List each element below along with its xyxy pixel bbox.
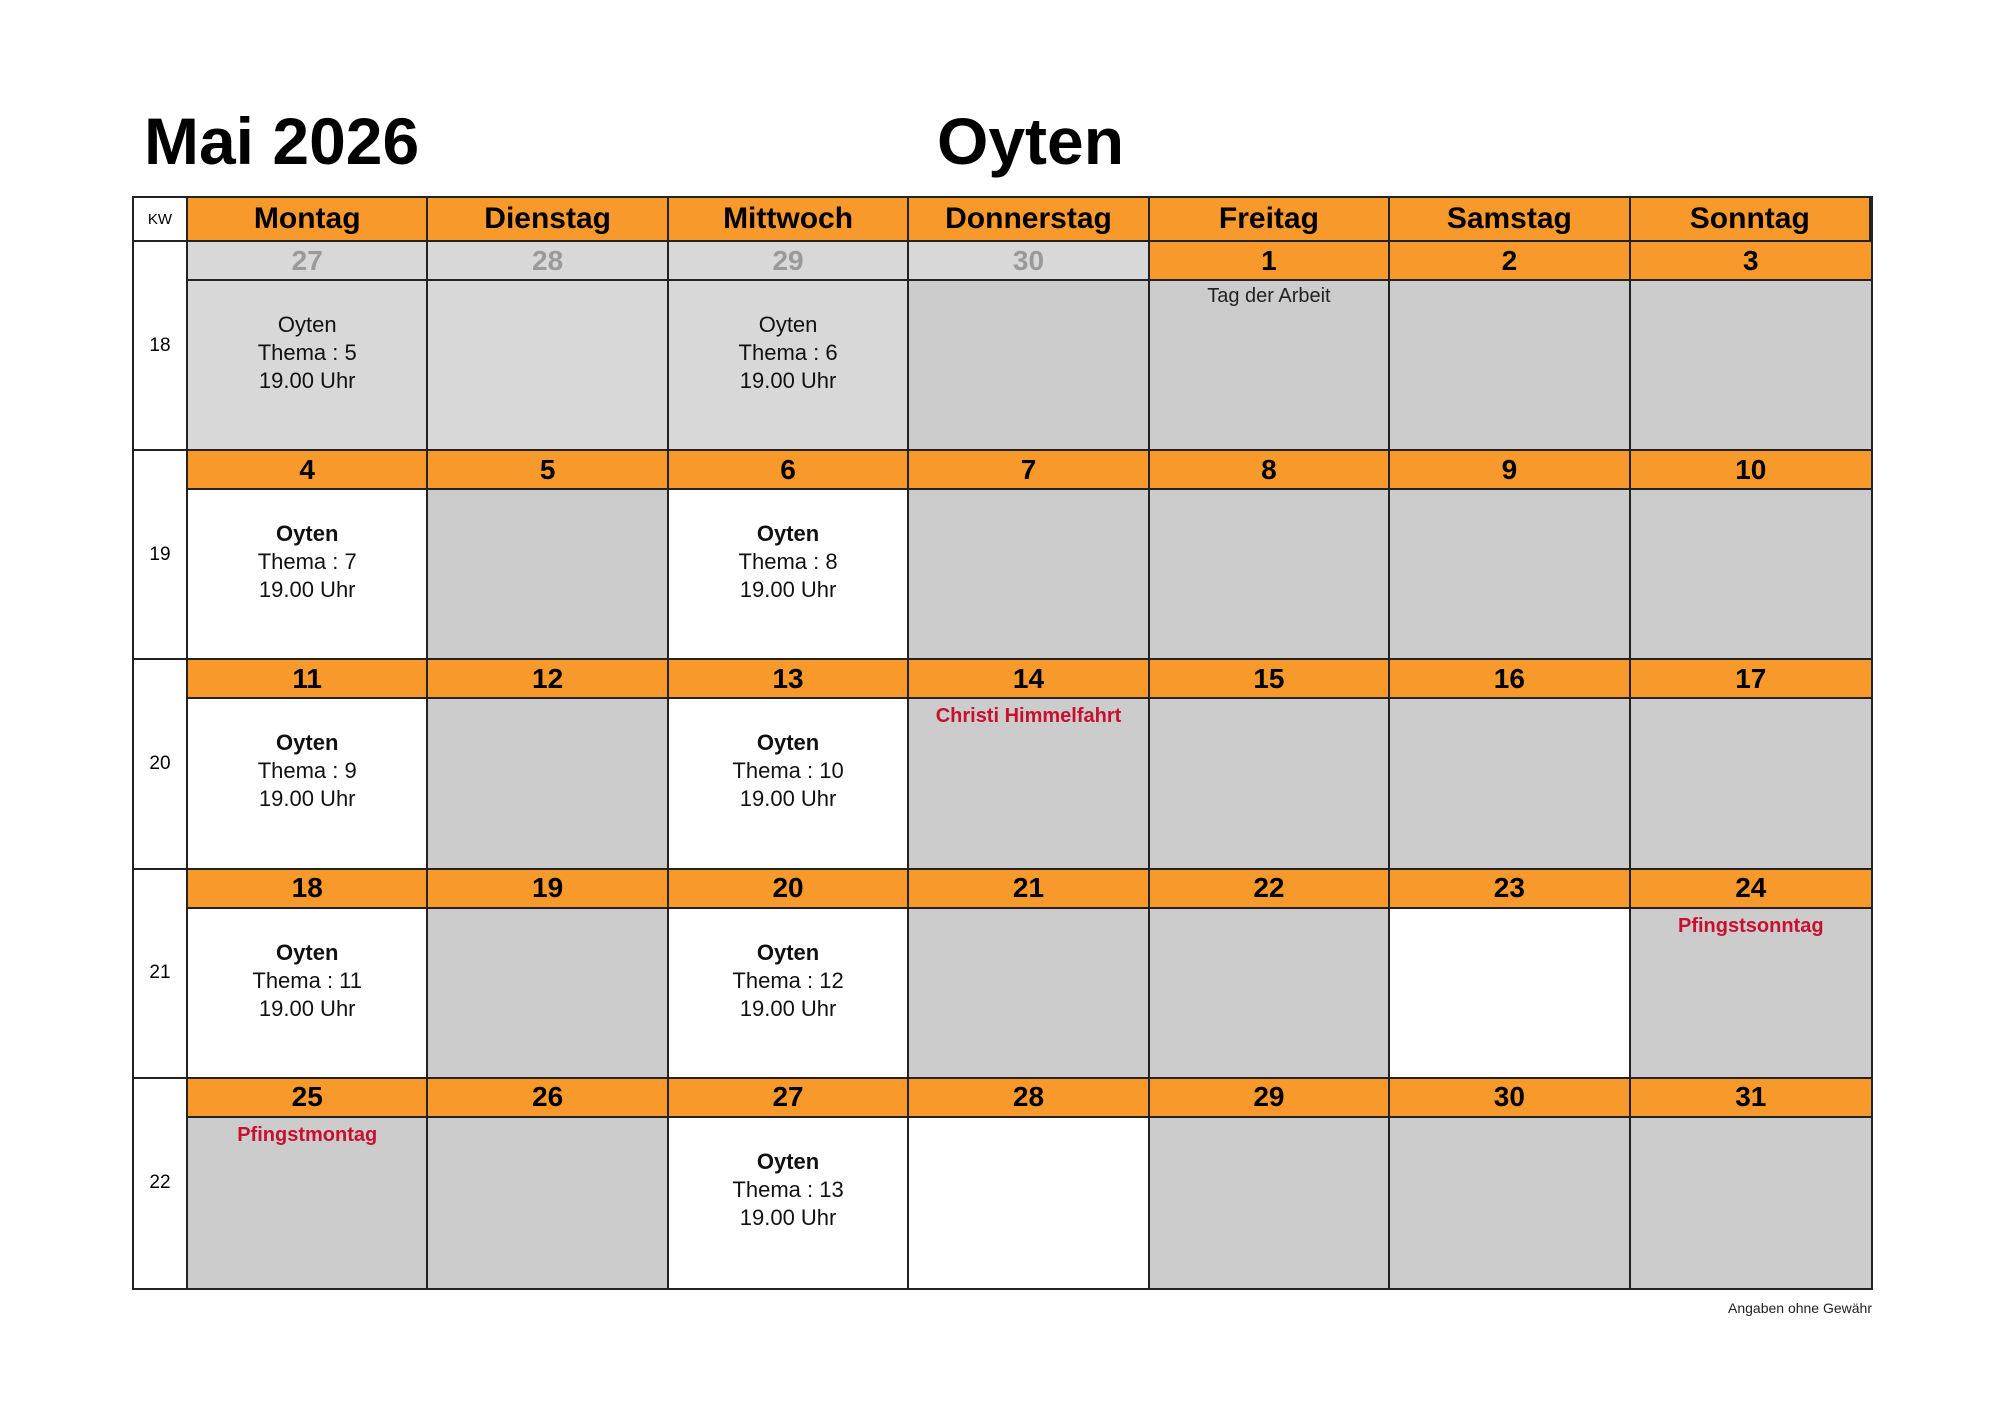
event-entry[interactable] — [669, 939, 907, 1023]
day-cell[interactable] — [669, 1079, 909, 1288]
day-number: 30 — [1390, 1079, 1628, 1118]
event-time: 19.00 Uhr — [739, 577, 837, 603]
day-number: 6 — [669, 451, 907, 490]
day-cell[interactable] — [1150, 870, 1390, 1079]
event-time: 19.00 Uhr — [258, 577, 356, 603]
holiday-label: Pfingstsonntag — [1678, 914, 1824, 937]
day-body — [1390, 490, 1628, 658]
event-entry[interactable] — [188, 729, 426, 813]
weekday-header-thursday: Donnerstag — [909, 198, 1149, 242]
day-number: 3 — [1631, 242, 1871, 281]
day-body — [1150, 1118, 1388, 1288]
event-time: 19.00 Uhr — [258, 995, 356, 1021]
event-time: 19.00 Uhr — [258, 786, 356, 812]
event-entry[interactable] — [669, 1148, 907, 1232]
day-cell[interactable] — [1631, 660, 1871, 869]
event-topic: Thema : 8 — [738, 549, 838, 575]
day-cell[interactable] — [909, 242, 1149, 451]
day-cell[interactable] — [909, 660, 1149, 869]
day-number: 17 — [1631, 660, 1871, 699]
day-body — [669, 1118, 907, 1288]
day-cell[interactable] — [909, 870, 1149, 1079]
day-body — [188, 281, 426, 449]
day-cell[interactable] — [669, 870, 909, 1079]
day-cell[interactable] — [669, 451, 909, 660]
day-body — [1150, 699, 1388, 867]
day-cell[interactable] — [1631, 1079, 1871, 1288]
weekday-header-monday: Montag — [188, 198, 428, 242]
event-entry[interactable] — [669, 520, 907, 604]
day-number: 5 — [428, 451, 666, 490]
day-cell[interactable] — [1390, 451, 1630, 660]
event-time: 19.00 Uhr — [739, 995, 837, 1021]
event-topic: Thema : 6 — [738, 340, 838, 365]
event-title: Oyten — [758, 312, 818, 337]
day-body — [1390, 281, 1628, 449]
day-body — [188, 1118, 426, 1288]
day-number: 22 — [1150, 870, 1388, 909]
day-cell[interactable] — [188, 1079, 428, 1288]
day-cell[interactable] — [1390, 1079, 1630, 1288]
day-cell[interactable] — [1631, 451, 1871, 660]
day-number: 11 — [188, 660, 426, 699]
day-body — [1390, 699, 1628, 867]
day-number: 30 — [909, 242, 1147, 281]
holiday-label: Christi Himmelfahrt — [935, 705, 1122, 728]
day-body — [428, 490, 666, 658]
weekday-header-friday: Freitag — [1150, 198, 1390, 242]
event-time: 19.00 Uhr — [739, 368, 837, 393]
day-body — [188, 490, 426, 658]
day-cell[interactable] — [1150, 660, 1390, 869]
day-cell[interactable] — [188, 660, 428, 869]
event-topic: Thema : 9 — [257, 758, 357, 784]
day-body — [1150, 909, 1388, 1077]
day-cell[interactable] — [188, 870, 428, 1079]
week-number: 18 — [134, 242, 188, 451]
holiday-label: Pfingstmontag — [237, 1123, 378, 1146]
event-time: 19.00 Uhr — [739, 1204, 837, 1230]
event-title: Oyten — [277, 312, 337, 337]
event-title: Oyten — [756, 730, 820, 756]
day-body — [909, 281, 1147, 449]
event-time: 19.00 Uhr — [739, 786, 837, 812]
event-title: Oyten — [276, 939, 339, 965]
day-number: 26 — [428, 1079, 666, 1118]
day-number: 23 — [1390, 870, 1628, 909]
day-body — [188, 699, 426, 867]
day-number: 14 — [909, 660, 1147, 699]
event-entry[interactable] — [188, 311, 426, 395]
day-body — [669, 281, 907, 449]
event-entry[interactable] — [669, 729, 907, 813]
day-cell[interactable] — [428, 242, 668, 451]
day-number: 4 — [188, 451, 426, 490]
day-cell[interactable] — [909, 451, 1149, 660]
day-number: 18 — [188, 870, 426, 909]
day-cell[interactable] — [1631, 242, 1871, 451]
day-body — [428, 909, 666, 1077]
day-number: 28 — [909, 1079, 1147, 1118]
event-entry[interactable] — [188, 939, 426, 1023]
day-cell[interactable] — [909, 1079, 1149, 1288]
week-number: 20 — [134, 660, 188, 869]
day-body — [909, 909, 1147, 1077]
event-entry[interactable] — [669, 311, 907, 395]
day-body — [909, 1118, 1147, 1288]
event-topic: Thema : 11 — [252, 967, 363, 993]
event-topic: Thema : 13 — [732, 1176, 844, 1202]
day-number: 25 — [188, 1079, 426, 1118]
day-body — [669, 909, 907, 1077]
day-number: 27 — [669, 1079, 907, 1118]
event-time: 19.00 Uhr — [258, 368, 356, 393]
event-title: Oyten — [756, 521, 820, 547]
day-body — [428, 281, 666, 449]
day-cell[interactable] — [1150, 451, 1390, 660]
weekday-header-wednesday: Mittwoch — [669, 198, 909, 242]
day-body — [909, 490, 1147, 658]
event-title: Oyten — [276, 730, 339, 756]
day-number: 2 — [1390, 242, 1628, 281]
day-cell[interactable] — [669, 242, 909, 451]
kw-header: KW — [134, 198, 188, 242]
day-number: 29 — [1150, 1079, 1388, 1118]
day-number: 31 — [1631, 1079, 1871, 1118]
day-number: 7 — [909, 451, 1147, 490]
event-topic: Thema : 12 — [732, 967, 844, 993]
day-number: 21 — [909, 870, 1147, 909]
weekday-header-tuesday: Dienstag — [428, 198, 668, 242]
week-number: 22 — [134, 1079, 188, 1288]
day-cell[interactable] — [428, 451, 668, 660]
day-number: 19 — [428, 870, 666, 909]
day-body — [1390, 1118, 1628, 1288]
day-body — [1631, 1118, 1871, 1288]
day-body — [1631, 281, 1871, 449]
day-body — [669, 490, 907, 658]
day-body — [1150, 281, 1388, 449]
day-body — [428, 1118, 666, 1288]
day-body — [669, 699, 907, 867]
day-number: 1 — [1150, 242, 1388, 281]
day-number: 10 — [1631, 451, 1871, 490]
month-title: Mai 2026 — [144, 104, 420, 178]
disclaimer: Angaben ohne Gewähr — [1728, 1300, 1872, 1316]
day-body — [1631, 490, 1871, 658]
event-title: Oyten — [756, 939, 820, 965]
day-number: 28 — [428, 242, 666, 281]
day-cell[interactable] — [428, 870, 668, 1079]
calendar-grid — [132, 196, 1873, 1290]
day-number: 12 — [428, 660, 666, 699]
event-entry[interactable] — [188, 520, 426, 604]
day-cell[interactable] — [188, 451, 428, 660]
day-body — [909, 699, 1147, 867]
day-number: 16 — [1390, 660, 1628, 699]
day-body — [1150, 490, 1388, 658]
day-cell[interactable] — [1150, 242, 1390, 451]
day-cell[interactable] — [428, 1079, 668, 1288]
weekday-header-sunday: Sonntag — [1631, 198, 1871, 242]
day-cell[interactable] — [1631, 870, 1871, 1079]
event-title: Oyten — [756, 1148, 820, 1174]
day-number: 24 — [1631, 870, 1871, 909]
day-cell[interactable] — [669, 660, 909, 869]
day-cell[interactable] — [1390, 660, 1630, 869]
day-body — [428, 699, 666, 867]
day-cell[interactable] — [1390, 870, 1630, 1079]
event-topic: Thema : 7 — [257, 549, 357, 575]
day-number: 15 — [1150, 660, 1388, 699]
day-cell[interactable] — [188, 242, 428, 451]
day-number: 29 — [669, 242, 907, 281]
day-cell[interactable] — [428, 660, 668, 869]
day-cell[interactable] — [1390, 242, 1630, 451]
weekday-header-saturday: Samstag — [1390, 198, 1630, 242]
day-body — [1631, 699, 1871, 867]
day-note: Tag der Arbeit — [1207, 285, 1331, 307]
day-number: 8 — [1150, 451, 1388, 490]
event-topic: Thema : 10 — [732, 758, 844, 784]
day-number: 27 — [188, 242, 426, 281]
week-number: 19 — [134, 451, 188, 660]
day-body — [188, 909, 426, 1077]
day-cell[interactable] — [1150, 1079, 1390, 1288]
place-title: Oyten — [937, 104, 1125, 178]
day-body — [1631, 909, 1871, 1077]
event-title: Oyten — [276, 521, 339, 547]
day-number: 13 — [669, 660, 907, 699]
day-number: 20 — [669, 870, 907, 909]
day-body — [1390, 909, 1628, 1077]
week-number: 21 — [134, 870, 188, 1079]
event-topic: Thema : 5 — [257, 340, 357, 365]
day-number: 9 — [1390, 451, 1628, 490]
